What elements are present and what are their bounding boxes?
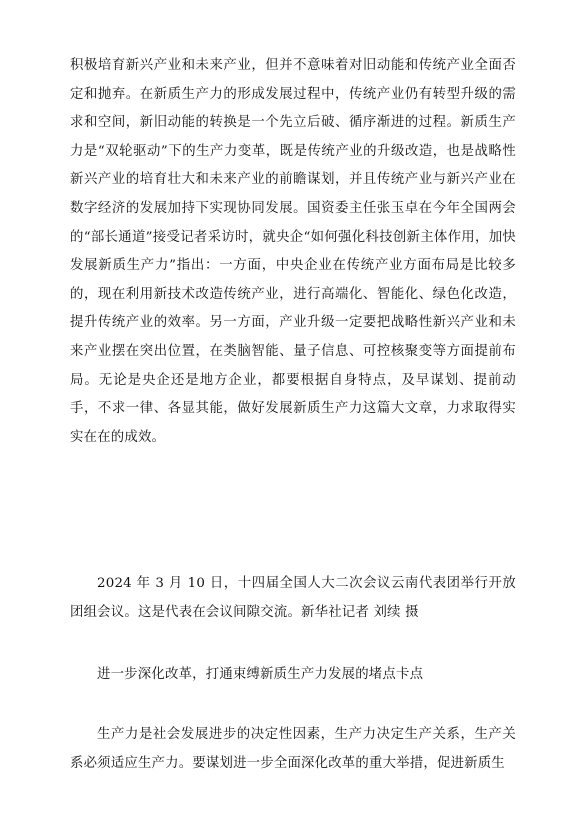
photo-caption: 2024 年 3 月 10 日，十四届全国人大二次会议云南代表团举行开放团组会议。这是代表在会议间隙交流。新华社记者 刘续 摄 xyxy=(70,576,516,620)
body-paragraph: 生产力是社会发展进步的决定性因素，生产力决定生产关系，生产关系必须适应生产力。要谋划进一步全面深化改革的重大举措，促进新质生 xyxy=(70,727,516,771)
section-heading: 进一步深化改革，打通束缚新质生产力发展的堵点卡点 xyxy=(97,667,424,682)
body-paragraph: 积极培育新兴产业和未来产业，但并不意味着对旧动能和传统产业全面否定和抛弃。在新质生产力的形成发展过程中，传统产业仍有转型升级的需求和空间，新旧动能的转换是一个先立后破、循序渐进的过程。新质生产力是“双轮驱动”下的生产力变革，既是传统产业的升级改造，也是战略性新兴产业的培育壮大和未来产业的前瞻谋划，并且传统产业与新兴产业在数字经济的发展加持下实现协同发展。国资委主任张玉卓在今年全国两会的“部长通道”接受记者采访时，就央企“如何强化科技创新主体作用，加快发展新质生产力”指出：一方面，中央企业在传统产业方面布局是比较多的，现在利用新技术改造传统产业，进行高端化、智能化、绿色化改造，提升传统产业的效率。另一方面，产业升级一定要把战略性新兴产业和未来产业摆在突出位置，在类脑智能、量子信息、可控核聚变等方面提前布局。无论是央企还是地方企业，都要根据自身特点，及早谋划、提前动手，不求一律、各显其能，做好发展新质生产力这篇大文章，力求取得实实在在的成效。 xyxy=(70,58,516,445)
